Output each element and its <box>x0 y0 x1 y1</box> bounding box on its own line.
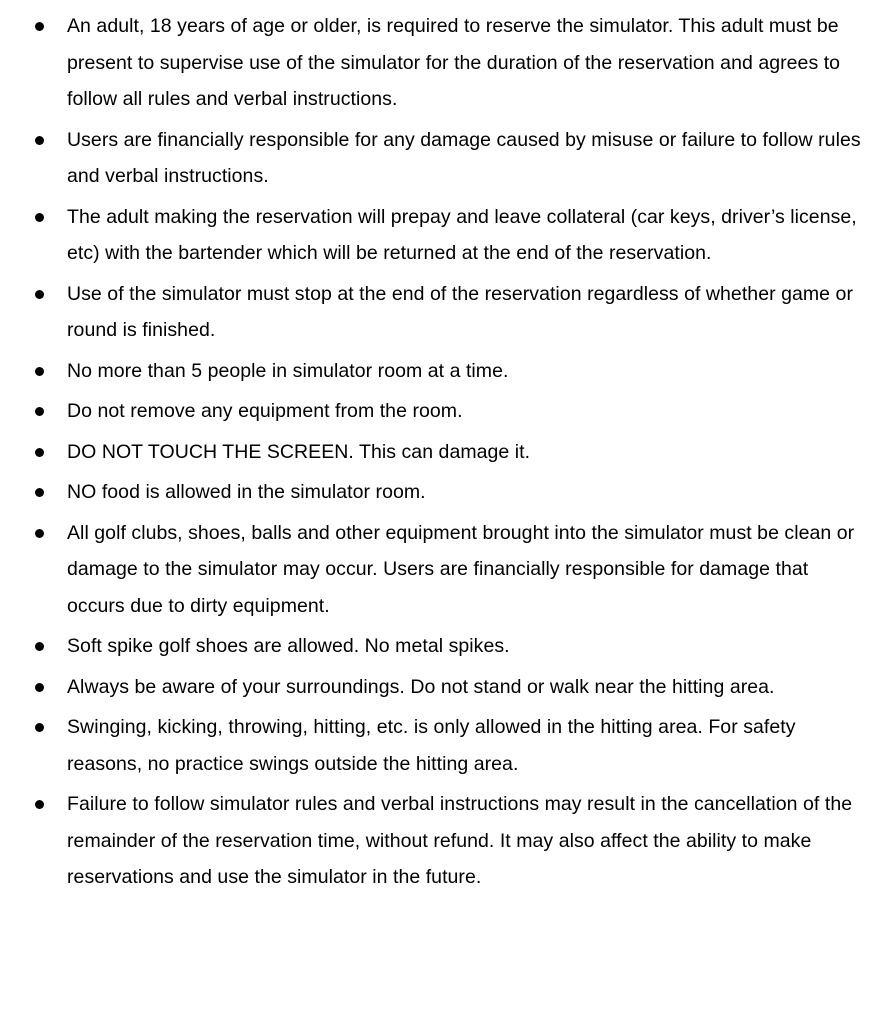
rule-text: Swinging, kicking, throwing, hitting, etc. is only allowed in the hitting area. For safety reasons, no practice swings outside the hitting area. <box>67 716 796 775</box>
bullet-icon <box>35 367 44 376</box>
rule-text: No more than 5 people in simulator room at a time. <box>67 359 509 382</box>
rule-text: An adult, 18 years of age or older, is required to reserve the simulator. This adult must be present to supervise use of the simulator for the duration of the reservation and agrees to follow all rules and verbal instructions. <box>67 15 841 110</box>
list-item <box>30 628 870 665</box>
rule-text: Soft spike golf shoes are allowed. No metal spikes. <box>67 635 510 657</box>
list-item <box>30 353 870 390</box>
list-item <box>30 199 870 272</box>
bullet-icon <box>35 448 44 457</box>
rule-text: DO NOT TOUCH THE SCREEN. This can damage it. <box>67 440 531 463</box>
list-item <box>30 276 870 349</box>
rule-text: Failure to follow simulator rules and verbal instructions may result in the cancellation of the remainder of the reservation time, without refund. It may also affect the ability to make reservations and use the simulator in the future. <box>67 793 853 888</box>
bullet-icon <box>35 136 44 145</box>
rule-text: Do not remove any equipment from the room. <box>67 400 463 422</box>
bullet-icon <box>35 213 44 222</box>
list-item <box>30 122 870 195</box>
bullet-icon <box>35 642 44 651</box>
bullet-icon <box>35 22 44 31</box>
rule-text: Users are financially responsible for any damage caused by misuse or failure to follow rules and verbal instructions. <box>67 128 861 187</box>
list-item <box>30 786 870 896</box>
list-item <box>30 669 870 706</box>
bullet-icon <box>35 290 44 299</box>
rule-text: NO food is allowed in the simulator room. <box>67 481 426 503</box>
bullet-icon <box>35 683 44 692</box>
rule-text: The adult making the reservation will prepay and leave collateral (car keys, driver’s license, etc) with the bartender which will be returned at the end of the reservation. <box>67 205 857 264</box>
list-item <box>30 393 870 430</box>
list-item <box>30 474 870 511</box>
bullet-icon <box>35 488 44 497</box>
list-item <box>30 8 870 118</box>
bullet-icon <box>35 407 44 416</box>
rule-text: All golf clubs, shoes, balls and other equipment brought into the simulator must be clean or damage to the simulator may occur. Users are financially responsible for damage that occurs due to dirty equipment. <box>67 521 855 617</box>
list-item <box>30 709 870 782</box>
simulator-rules-list <box>30 8 870 900</box>
bullet-icon <box>35 529 44 538</box>
bullet-icon <box>35 800 44 809</box>
rule-text: Use of the simulator must stop at the end of the reservation regardless of whether game or round is finished. <box>67 282 853 341</box>
list-item <box>30 434 870 471</box>
rule-text: Always be aware of your surroundings. Do not stand or walk near the hitting area. <box>67 675 775 698</box>
list-item <box>30 515 870 625</box>
bullet-icon <box>35 723 44 732</box>
